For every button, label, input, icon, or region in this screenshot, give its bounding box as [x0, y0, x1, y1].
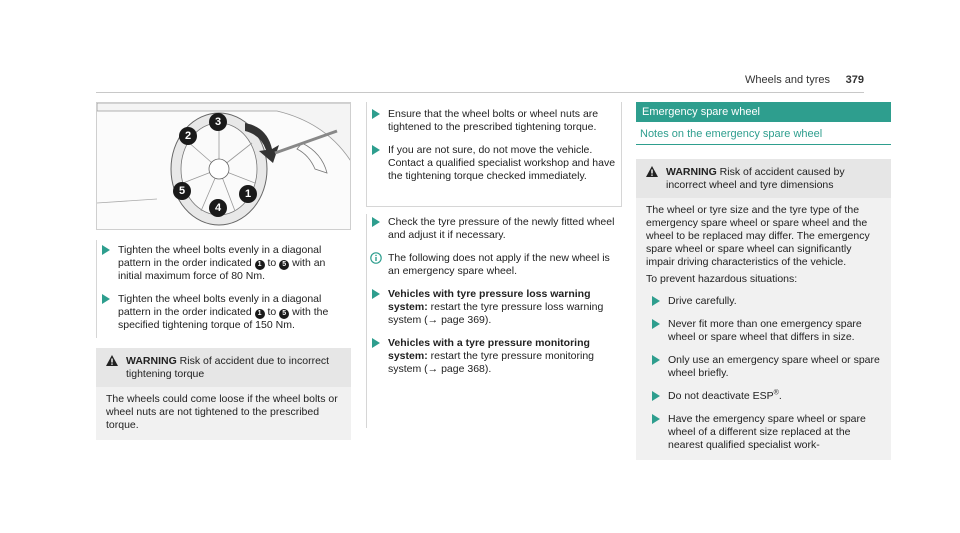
callout-ref-1: 1 [255, 260, 265, 270]
warning-body: The wheels could come loose if the wheel bolts or wheel nuts are not tightened to the prescribed torque. [106, 393, 338, 431]
arrow-bullet-icon [372, 217, 380, 227]
callout-ref-5: 5 [279, 260, 289, 270]
item-esp: Do not deactivate ESP®. [646, 390, 881, 403]
step-restart-loss-warning: Vehicles with tyre pressure loss warning system: restart the tyre pressure loss warning system (→ page 369). [366, 288, 622, 327]
page-ref-369[interactable]: page 369). [438, 314, 492, 326]
warning-header: WARNING Risk of accident caused by incorrect wheel and tyre dimensions [636, 159, 891, 198]
callout-ref-5: 5 [279, 309, 289, 319]
step-ensure-torque: Ensure that the wheel bolts or wheel nuts are tightened to the prescribed tightening torque. [366, 108, 622, 134]
warning-triangle-icon [646, 166, 658, 181]
arrow-bullet-icon [652, 391, 660, 401]
info-note: The following does not apply if the new wheel is an emergency spare wheel. [366, 252, 622, 278]
step-check-pressure: Check the tyre pressure of the newly fitted wheel and adjust it if necessary. [366, 216, 622, 242]
car-vent [297, 143, 327, 173]
page-number: 379 [845, 74, 864, 86]
info-icon [370, 252, 382, 268]
step-if-not-sure: If you are not sure, do not move the vehicle. Contact a qualified specialist workshop and have the tightening torque checked immediately. [366, 144, 622, 183]
column-3 [636, 102, 891, 460]
callout-5: 5 [173, 182, 191, 200]
arrow-bullet-icon [372, 145, 380, 155]
callout-3: 3 [209, 113, 227, 131]
arrow-bullet-icon [372, 109, 380, 119]
arrow-bullet-icon [652, 296, 660, 306]
page-ref-arrow: → [427, 314, 439, 326]
subsection-title: Notes on the emergency spare wheel [636, 122, 891, 145]
item-use-briefly: Only use an emergency spare wheel or spare wheel briefly. [646, 354, 881, 380]
callout-1: 1 [239, 185, 257, 203]
page-ref-368[interactable]: page 368). [438, 363, 492, 375]
callout-2: 2 [179, 127, 197, 145]
ground-line [97, 199, 157, 203]
column-2-lower [366, 216, 622, 386]
section-title: Emergency spare wheel [636, 102, 891, 122]
callout-4: 4 [209, 199, 227, 217]
item-drive-carefully: Drive carefully. [646, 295, 881, 308]
callout-ref-1: 1 [255, 309, 265, 319]
step-restart-monitoring: Vehicles with a tyre pressure monitoring system: restart the tyre pressure monitoring system (→ page 368). [366, 337, 622, 376]
arrow-bullet-icon [372, 289, 380, 299]
column-1 [96, 244, 352, 342]
warning-header: WARNING Risk of accident due to incorrect tightening torque [96, 348, 351, 387]
item-replace-spare: Have the emergency spare wheel or spare wheel of a different size replaced at the nearest qualified specialist work- [646, 413, 881, 452]
arrow-bullet-icon [652, 355, 660, 365]
warning-box-torque [96, 348, 351, 440]
col2-box-bottom [366, 206, 622, 207]
warning-body: The wheel or tyre size and the tyre type of the emergency spare wheel or spare wheel and the wheel to be replaced may differ. The emergency spare wheel or spare wheel can significantly impair driving characteristics of the vehicle. To prevent hazardous situations: Drive carefully. Never fit more than one emergency spare wheel or spare wheel that differs in size. Only use an emergency spare wheel or spare wheel briefly. Do not deactivate ESP®. Have the emergency spare wheel or spare wheel of a different size replaced at the nearest qualified specialist work- [646, 204, 880, 451]
arrow-bullet-icon [652, 319, 660, 329]
step-tighten-initial: Tighten the wheel bolts evenly in a diagonal pattern in the order indicated 1 to 5 with an initial maximum force of 80 Nm. [96, 244, 352, 283]
wheel-bolt-order-figure [96, 102, 351, 230]
arrow-bullet-icon [372, 338, 380, 348]
step-tighten-final: Tighten the wheel bolts evenly in a diagonal pattern in the order indicated 1 to 5 with the specified tightening torque of 150 Nm. [96, 293, 352, 332]
item-never-fit: Never fit more than one emergency spare wheel or spare wheel that differs in size. [646, 318, 881, 344]
running-header-title: Wheels and tyres [745, 74, 830, 86]
arrow-bullet-icon [102, 294, 110, 304]
warning-box-spare-wheel [636, 159, 891, 460]
warning-triangle-icon [106, 355, 118, 370]
column-2 [366, 108, 622, 193]
arrow-bullet-icon [102, 245, 110, 255]
arrow-bullet-icon [652, 414, 660, 424]
hub [209, 159, 229, 179]
page-ref-arrow: → [427, 363, 439, 375]
header-rule [96, 92, 864, 93]
wrench-handle [275, 131, 337, 153]
